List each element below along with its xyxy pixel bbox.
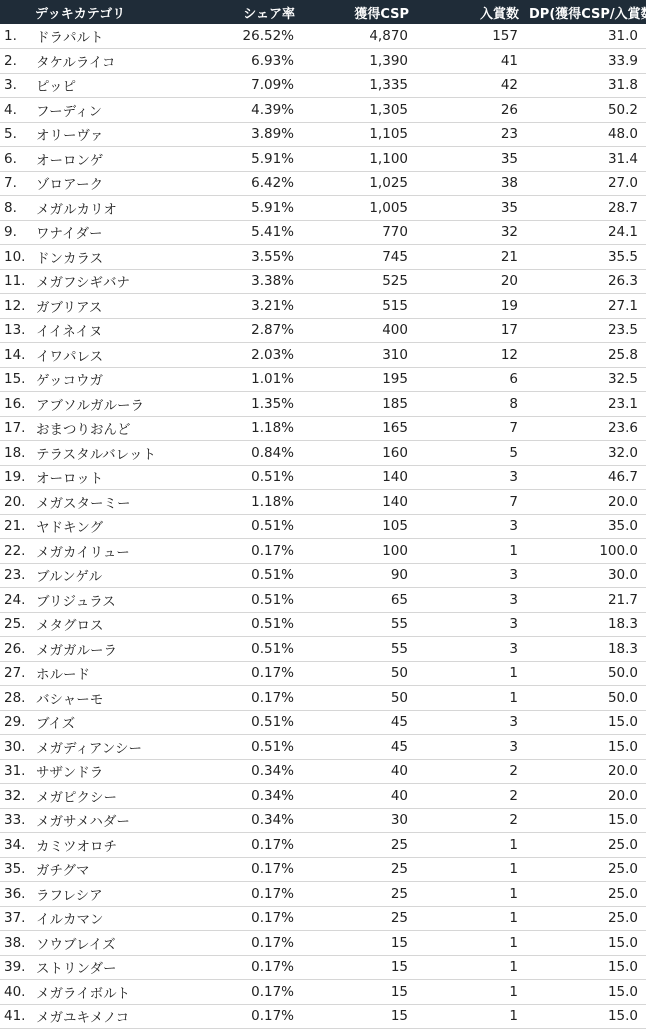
entries-cell: 157 [492, 28, 518, 44]
rank-cell: 29. [4, 714, 26, 731]
csp-cell: 515 [382, 297, 408, 314]
share-cell: 0.17% [251, 959, 294, 976]
table-row [0, 612, 646, 637]
table-row [0, 392, 646, 417]
dp-cell: 31.0 [607, 28, 638, 44]
rank-cell: 41. [4, 1008, 26, 1025]
dp-cell: 20.0 [607, 763, 638, 780]
entries-cell: 19 [500, 297, 518, 314]
entries-cell: 20 [500, 273, 518, 290]
table-row [0, 588, 646, 613]
share-cell: 0.84% [251, 444, 294, 461]
header-csp: 獲得CSP [354, 6, 409, 22]
entries-cell: 38 [500, 175, 518, 192]
csp-cell: 400 [382, 322, 408, 339]
deck-name-cell: カミツオロチ [36, 838, 117, 855]
share-cell: 0.17% [251, 665, 294, 682]
csp-cell: 100 [382, 542, 408, 559]
deck-name-cell: イワパレス [36, 348, 104, 365]
dp-cell: 32.0 [607, 444, 638, 461]
dp-cell: 48.0 [607, 126, 638, 143]
rank-cell: 27. [4, 665, 26, 682]
rank-cell: 13. [4, 322, 26, 339]
dp-cell: 15.0 [607, 959, 638, 976]
table-row [0, 539, 646, 564]
rank-cell: 14. [4, 346, 26, 363]
entries-cell: 21 [500, 248, 518, 265]
rank-cell: 32. [4, 787, 26, 804]
dp-cell: 25.0 [607, 885, 638, 902]
rank-cell: 11. [4, 273, 26, 290]
table-row [0, 931, 646, 956]
dp-cell: 25.0 [607, 910, 638, 927]
dp-cell: 18.3 [607, 640, 638, 657]
entries-cell: 3 [509, 738, 518, 755]
dp-cell: 21.7 [607, 591, 638, 608]
deck-name-cell: おまつりおんど [36, 422, 131, 439]
share-cell: 6.42% [251, 175, 294, 192]
header-share: シェア率 [243, 6, 295, 22]
share-cell: 1.18% [251, 493, 294, 510]
dp-cell: 15.0 [607, 1008, 638, 1025]
csp-cell: 140 [382, 469, 408, 486]
entries-cell: 1 [509, 983, 518, 1000]
deck-name-cell: メガサメハダー [36, 814, 130, 831]
table-row [0, 808, 646, 833]
entries-cell: 1 [509, 542, 518, 559]
deck-name-cell: サザンドラ [36, 765, 104, 782]
dp-cell: 15.0 [607, 983, 638, 1000]
entries-cell: 41 [500, 52, 518, 69]
rank-cell: 12. [4, 297, 26, 314]
entries-cell: 8 [509, 395, 518, 412]
table-row [0, 1004, 646, 1029]
deck-name-cell: ピッピ [36, 79, 76, 96]
deck-name-cell: アブソルガルーラ [36, 397, 144, 414]
entries-cell: 3 [509, 616, 518, 633]
share-cell: 0.51% [251, 469, 294, 486]
csp-cell: 25 [390, 885, 408, 902]
csp-cell: 165 [382, 420, 408, 437]
csp-cell: 185 [382, 395, 408, 412]
share-cell: 0.17% [251, 885, 294, 902]
table-row [0, 49, 646, 74]
dp-cell: 20.0 [607, 787, 638, 804]
csp-cell: 1,390 [369, 52, 408, 69]
entries-cell: 1 [509, 689, 518, 706]
share-cell: 0.17% [251, 689, 294, 706]
table-row [0, 882, 646, 907]
csp-cell: 55 [390, 616, 408, 633]
table-row [0, 73, 646, 98]
table-row [0, 710, 646, 735]
deck-name-cell: ガブリアス [36, 299, 103, 316]
csp-cell: 45 [390, 738, 408, 755]
deck-name-cell: ガチグマ [36, 863, 90, 880]
entries-cell: 3 [509, 591, 518, 608]
share-cell: 0.17% [251, 934, 294, 951]
rank-cell: 10. [4, 248, 26, 265]
deck-name-cell: オリーヴァ [36, 128, 104, 145]
csp-cell: 90 [390, 567, 408, 584]
dp-cell: 50.2 [607, 101, 638, 118]
table-row [0, 24, 646, 49]
entries-cell: 1 [509, 1008, 518, 1025]
header-row [0, 0, 646, 24]
share-cell: 0.51% [251, 640, 294, 657]
entries-cell: 1 [509, 885, 518, 902]
deck-name-cell: ブリジュラス [36, 593, 116, 610]
rank-cell: 37. [4, 910, 26, 927]
deck-name-cell: ソウブレイズ [36, 936, 116, 953]
share-cell: 1.18% [251, 420, 294, 437]
csp-cell: 15 [390, 934, 408, 951]
dp-cell: 27.1 [607, 297, 638, 314]
csp-cell: 25 [390, 910, 408, 927]
dp-cell: 23.6 [607, 420, 638, 437]
entries-cell: 32 [500, 224, 518, 241]
table-row [0, 980, 646, 1005]
deck-name-cell: メガユキメノコ [36, 1010, 130, 1027]
rank-cell: 2. [4, 52, 17, 69]
table-row [0, 269, 646, 294]
share-cell: 5.91% [251, 199, 294, 216]
table-row [0, 857, 646, 882]
table-row [0, 637, 646, 662]
share-cell: 0.51% [251, 518, 294, 535]
entries-cell: 7 [509, 493, 518, 510]
table-row [0, 465, 646, 490]
share-cell: 3.89% [251, 126, 294, 143]
entries-cell: 1 [509, 910, 518, 927]
share-cell: 2.87% [251, 322, 294, 339]
entries-cell: 35 [500, 199, 518, 216]
entries-cell: 2 [509, 812, 518, 829]
table-row [0, 294, 646, 319]
deck-name-cell: オーロンゲ [36, 152, 104, 169]
entries-cell: 3 [509, 518, 518, 535]
rank-cell: 21. [4, 518, 26, 535]
entries-cell: 5 [509, 444, 518, 461]
share-cell: 2.03% [251, 346, 294, 363]
entries-cell: 1 [509, 959, 518, 976]
dp-cell: 28.7 [607, 199, 638, 216]
csp-cell: 160 [382, 444, 408, 461]
dp-cell: 50.0 [607, 689, 638, 706]
table-row [0, 147, 646, 172]
rank-cell: 22. [4, 542, 26, 559]
deck-name-cell: メガガルーラ [36, 642, 117, 659]
share-cell: 0.17% [251, 542, 294, 559]
csp-cell: 1,305 [369, 101, 408, 118]
dp-cell: 23.5 [607, 322, 638, 339]
rank-cell: 6. [4, 150, 17, 167]
rank-cell: 20. [4, 493, 26, 510]
csp-cell: 40 [390, 787, 408, 804]
csp-cell: 140 [382, 493, 408, 510]
deck-name-cell: イイネイヌ [36, 324, 103, 341]
rank-cell: 5. [4, 126, 17, 143]
rank-cell: 40. [4, 983, 26, 1000]
table-row [0, 833, 646, 858]
share-cell: 0.17% [251, 861, 294, 878]
share-cell: 4.39% [251, 101, 294, 118]
table-row [0, 955, 646, 980]
dp-cell: 33.9 [607, 52, 638, 69]
table-row [0, 196, 646, 221]
share-cell: 0.34% [251, 787, 294, 804]
dp-cell: 15.0 [607, 714, 638, 731]
rank-cell: 23. [4, 567, 26, 584]
dp-cell: 23.1 [607, 395, 638, 412]
deck-name-cell: フーディン [36, 103, 103, 120]
share-cell: 0.51% [251, 738, 294, 755]
dp-cell: 25.0 [607, 836, 638, 853]
deck-name-cell: ワナイダー [36, 226, 103, 243]
entries-cell: 26 [500, 101, 518, 118]
entries-cell: 2 [509, 763, 518, 780]
share-cell: 0.17% [251, 983, 294, 1000]
table-row [0, 906, 646, 931]
header-rank [0, 0, 30, 24]
csp-cell: 45 [390, 714, 408, 731]
entries-cell: 1 [509, 934, 518, 951]
dp-cell: 20.0 [607, 493, 638, 510]
dp-cell: 30.0 [607, 567, 638, 584]
dp-cell: 24.1 [607, 224, 638, 241]
dp-cell: 32.5 [607, 371, 638, 388]
table-row [0, 343, 646, 368]
share-cell: 0.34% [251, 812, 294, 829]
entries-cell: 1 [509, 836, 518, 853]
dp-cell: 31.8 [607, 77, 638, 94]
table-header [0, 0, 660, 24]
deck-name-cell: メガルカリオ [36, 201, 117, 218]
csp-cell: 50 [390, 689, 408, 706]
table-row [0, 98, 646, 123]
rank-cell: 36. [4, 885, 26, 902]
header-entries: 入賞数 [479, 6, 519, 22]
deck-name-cell: メガピクシー [36, 789, 117, 806]
deck-name-cell: タケルライコ [36, 54, 116, 71]
share-cell: 0.17% [251, 836, 294, 853]
csp-cell: 40 [390, 763, 408, 780]
share-cell: 0.51% [251, 714, 294, 731]
dp-cell: 18.3 [607, 616, 638, 633]
share-cell: 0.17% [251, 910, 294, 927]
csp-cell: 1,025 [369, 175, 408, 192]
entries-cell: 12 [500, 346, 518, 363]
rank-cell: 35. [4, 861, 26, 878]
entries-cell: 6 [509, 371, 518, 388]
share-cell: 0.51% [251, 616, 294, 633]
share-cell: 5.91% [251, 150, 294, 167]
rank-cell: 39. [4, 959, 26, 976]
rank-cell: 33. [4, 812, 26, 829]
entries-cell: 35 [500, 150, 518, 167]
share-cell: 26.52% [242, 28, 294, 44]
entries-cell: 2 [509, 787, 518, 804]
deck-name-cell: ブイズ [36, 716, 76, 733]
table-row [0, 122, 646, 147]
share-cell: 3.38% [251, 273, 294, 290]
table-row [0, 686, 646, 711]
csp-cell: 1,105 [369, 126, 408, 143]
header-dp: DP(獲得CSP/入賞数) [529, 6, 660, 22]
csp-cell: 525 [382, 273, 408, 290]
entries-cell: 3 [509, 469, 518, 486]
rank-cell: 24. [4, 591, 26, 608]
rank-cell: 25. [4, 616, 26, 633]
rank-cell: 30. [4, 738, 26, 755]
entries-cell: 1 [509, 861, 518, 878]
table-row [0, 735, 646, 760]
csp-cell: 25 [390, 861, 408, 878]
rank-cell: 9. [4, 224, 17, 241]
deck-name-cell: ゾロアーク [36, 177, 104, 194]
table-row [0, 441, 646, 466]
dp-cell: 31.4 [607, 150, 638, 167]
deck-name-cell: イルカマン [36, 912, 104, 929]
deck-name-cell: ホルード [36, 667, 90, 684]
csp-cell: 105 [382, 518, 408, 535]
table-row [0, 318, 646, 343]
header-deck-category: デッキカテゴリ [35, 6, 126, 22]
csp-cell: 30 [390, 812, 408, 829]
table-row [0, 784, 646, 809]
csp-cell: 310 [382, 346, 408, 363]
table-body [0, 24, 646, 1029]
share-cell: 3.21% [251, 297, 294, 314]
dp-cell: 100.0 [599, 542, 638, 559]
csp-cell: 50 [390, 665, 408, 682]
csp-cell: 15 [390, 959, 408, 976]
table-row [0, 661, 646, 686]
share-cell: 5.41% [251, 224, 294, 241]
dp-cell: 25.8 [607, 346, 638, 363]
dp-cell: 35.5 [607, 248, 638, 265]
deck-name-cell: ブルンゲル [36, 569, 103, 586]
entries-cell: 3 [509, 714, 518, 731]
deck-name-cell: メガスターミー [36, 495, 131, 512]
deck-name-cell: ドンカラス [36, 250, 104, 267]
table-row [0, 416, 646, 441]
rank-cell: 38. [4, 934, 26, 951]
entries-cell: 17 [500, 322, 518, 339]
deck-name-cell: メガディアンシー [36, 740, 143, 757]
deck-name-cell: メガフシギバナ [36, 275, 130, 292]
csp-cell: 1,335 [369, 77, 408, 94]
share-cell: 0.51% [251, 591, 294, 608]
rank-cell: 8. [4, 199, 17, 216]
entries-cell: 3 [509, 640, 518, 657]
share-cell: 6.93% [251, 52, 294, 69]
entries-cell: 1 [509, 665, 518, 682]
deck-name-cell: メガライボルト [36, 985, 131, 1002]
csp-cell: 1,100 [369, 150, 408, 167]
share-cell: 1.35% [251, 395, 294, 412]
dp-cell: 27.0 [607, 175, 638, 192]
rank-cell: 19. [4, 469, 26, 486]
share-cell: 7.09% [251, 77, 294, 94]
rank-cell: 7. [4, 175, 17, 192]
share-cell: 0.51% [251, 567, 294, 584]
table-row [0, 220, 646, 245]
deck-name-cell: バシャーモ [36, 691, 104, 708]
deck-name-cell: メガカイリュー [36, 544, 130, 561]
dp-cell: 15.0 [607, 812, 638, 829]
rank-cell: 16. [4, 395, 26, 412]
rank-cell: 4. [4, 101, 17, 118]
rank-cell: 18. [4, 444, 26, 461]
share-cell: 3.55% [251, 248, 294, 265]
csp-cell: 1,005 [369, 199, 408, 216]
dp-cell: 26.3 [607, 273, 638, 290]
rank-cell: 26. [4, 640, 26, 657]
deck-name-cell: オーロット [36, 471, 104, 488]
rank-cell: 34. [4, 836, 26, 853]
csp-cell: 4,870 [369, 28, 408, 44]
table-row [0, 514, 646, 539]
csp-cell: 745 [382, 248, 408, 265]
deck-name-cell: ストリンダー [36, 961, 117, 978]
share-cell: 0.34% [251, 763, 294, 780]
rank-cell: 3. [4, 77, 17, 94]
dp-cell: 46.7 [607, 469, 638, 486]
csp-cell: 15 [390, 1008, 408, 1025]
table-row [0, 563, 646, 588]
table-row [0, 245, 646, 270]
deck-name-cell: ラフレシア [36, 887, 103, 904]
dp-cell: 25.0 [607, 861, 638, 878]
rank-cell: 28. [4, 689, 26, 706]
entries-cell: 42 [500, 77, 518, 94]
entries-cell: 7 [509, 420, 518, 437]
deck-name-cell: ドラパルト [36, 30, 104, 46]
table-row [0, 490, 646, 515]
rank-cell: 1. [4, 28, 17, 44]
dp-cell: 15.0 [607, 934, 638, 951]
share-cell: 1.01% [251, 371, 294, 388]
rank-cell: 17. [4, 420, 26, 437]
table-row [0, 367, 646, 392]
deck-name-cell: ヤドキング [36, 520, 104, 537]
dp-cell: 50.0 [607, 665, 638, 682]
entries-cell: 3 [509, 567, 518, 584]
csp-cell: 65 [390, 591, 408, 608]
dp-cell: 15.0 [607, 738, 638, 755]
csp-cell: 770 [382, 224, 408, 241]
deck-name-cell: ゲッコウガ [36, 373, 103, 390]
share-cell: 0.17% [251, 1008, 294, 1025]
entries-cell: 23 [500, 126, 518, 143]
csp-cell: 15 [390, 983, 408, 1000]
deck-name-cell: テラスタルバレット [36, 446, 157, 463]
csp-cell: 55 [390, 640, 408, 657]
rank-cell: 15. [4, 371, 26, 388]
table-row [0, 759, 646, 784]
csp-cell: 25 [390, 836, 408, 853]
dp-cell: 35.0 [607, 518, 638, 535]
csp-cell: 195 [382, 371, 408, 388]
rank-cell: 31. [4, 763, 26, 780]
deck-name-cell: メタグロス [36, 618, 104, 635]
table-row [0, 171, 646, 196]
